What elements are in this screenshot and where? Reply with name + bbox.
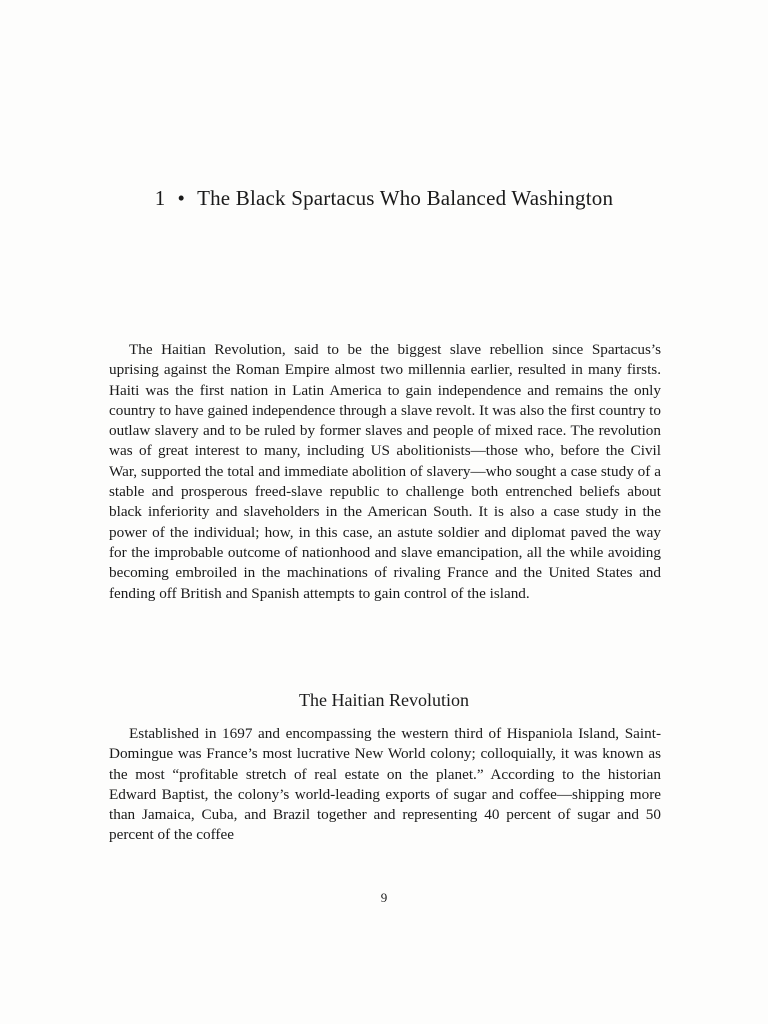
chapter-separator: • xyxy=(177,186,186,210)
section-text-block xyxy=(109,724,661,846)
chapter-title: The Black Spartacus Who Balanced Washington xyxy=(197,186,614,210)
chapter-heading xyxy=(0,186,768,211)
intro-text-block xyxy=(109,340,661,604)
page-number: 9 xyxy=(380,890,388,905)
section-paragraph: Established in 1697 and encompassing the western third of Hispaniola Island, Saint-Domingue was France’s most lucrative New World colony; colloquially, it was known as the most “profitable stretch of real estate on the planet.” According to the historian Edward Baptist, the colony’s world-leading exports of sugar and coffee—shipping more than Jamaica, Cuba, and Brazil together and representing 40 percent of sugar and 50 percent of the coffee xyxy=(109,725,661,844)
intro-paragraph: The Haitian Revolution, said to be the biggest slave rebellion since Spartacus’s uprising against the Roman Empire almost two millennia earlier, resulted in many firsts. Haiti was the first nation in Latin America to gain independence and remains the only country to have gained independence through a slave revolt. It was also the first country to outlaw slavery and to be ruled by former slaves and people of mixed race. The revolution was of great interest to many, including US abolitionists—those who, before the Civil War, supported the total and immediate abolition of slavery—who sought a case study of a stable and prosperous freed-slave republic to challenge both entrenched beliefs about black inferiority and slaveholders in the American South. It is also a case study in the power of the individual; how, in this case, an astute soldier and diplomat paved the way for the improbable outcome of nationhood and slave emancipation, all the while avoiding becoming embroiled in the machinations of rivaling France and the United States and fending off British and Spanish attempts to gain control of the island. xyxy=(109,341,661,602)
chapter-number: 1 xyxy=(154,186,166,210)
section-heading: The Haitian Revolution xyxy=(299,690,469,710)
